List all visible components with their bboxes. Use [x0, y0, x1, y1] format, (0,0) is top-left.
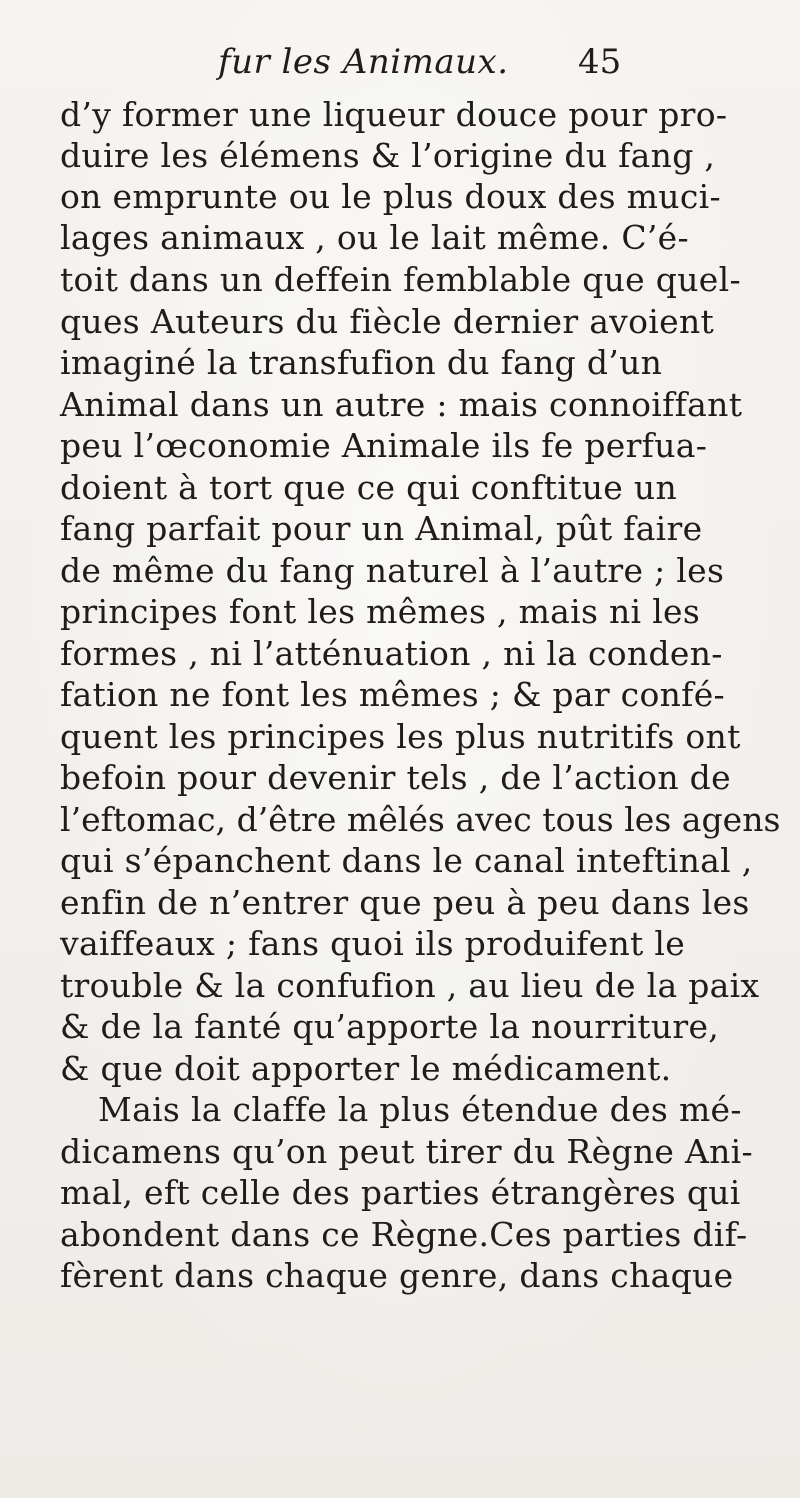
- text-line: Mais la claffe la plus étendue des mé-: [98, 1090, 742, 1129]
- text-line: lages animaux , ou le lait même. C’é-: [60, 218, 689, 257]
- text-line: de même du fang naturel à l’autre ; les: [60, 551, 725, 590]
- text-line: fation ne font les mêmes ; & par confé-: [60, 675, 725, 714]
- text-line: & que doit apporter le médicament.: [60, 1049, 672, 1088]
- text-line: ques Auteurs du fiècle dernier avoient: [60, 302, 715, 341]
- text-line: Animal dans un autre : mais connoiffant: [60, 385, 743, 424]
- text-line: enfin de n’entrer que peu à peu dans les: [60, 883, 750, 922]
- text-line: d’y former une liqueur douce pour pro-: [60, 95, 728, 134]
- text-line: toit dans un deffein femblable que quel-: [60, 260, 741, 299]
- page-number: 45: [578, 42, 622, 82]
- text-line: principes font les mêmes , mais ni les: [60, 592, 701, 631]
- text-line: on emprunte ou le plus doux des muci-: [60, 177, 721, 216]
- text-line: l’eftomac, d’être mêlés avec tous les agens: [60, 800, 781, 839]
- text-line: abondent dans ce Règne.Ces parties dif-: [60, 1215, 748, 1254]
- text-line: doient à tort que ce qui conftitue un: [60, 468, 677, 507]
- text-line: fang parfait pour un Animal, pût faire: [60, 509, 703, 548]
- text-line: peu l’œconomie Animale ils fe perfua-: [60, 426, 708, 465]
- text-line: fèrent dans chaque genre, dans chaque: [60, 1256, 734, 1295]
- text-line: dicamens qu’on peut tirer du Règne Ani-: [60, 1132, 753, 1171]
- text-line: mal, eft celle des parties étrangères qui: [60, 1173, 741, 1212]
- page-header: [0, 42, 800, 92]
- text-line: & de la fanté qu’apporte la nourriture,: [60, 1007, 720, 1046]
- text-line: quent les principes les plus nutritifs ont: [60, 717, 741, 756]
- text-line: vaiffeaux ; fans quoi ils produifent le: [60, 924, 686, 963]
- text-line: duire les élémens & l’origine du fang ,: [60, 136, 716, 175]
- running-head: fur les Animaux.: [218, 42, 509, 82]
- text-line: befoin pour devenir tels , de l’action de: [60, 758, 731, 797]
- text-line: trouble & la confufion , au lieu de la paix: [60, 966, 760, 1005]
- text-line: imaginé la transfufion du fang d’un: [60, 343, 663, 382]
- text-line: formes , ni l’atténuation , ni la conden-: [60, 634, 723, 673]
- text-line: qui s’épanchent dans le canal inteftinal ,: [60, 841, 753, 880]
